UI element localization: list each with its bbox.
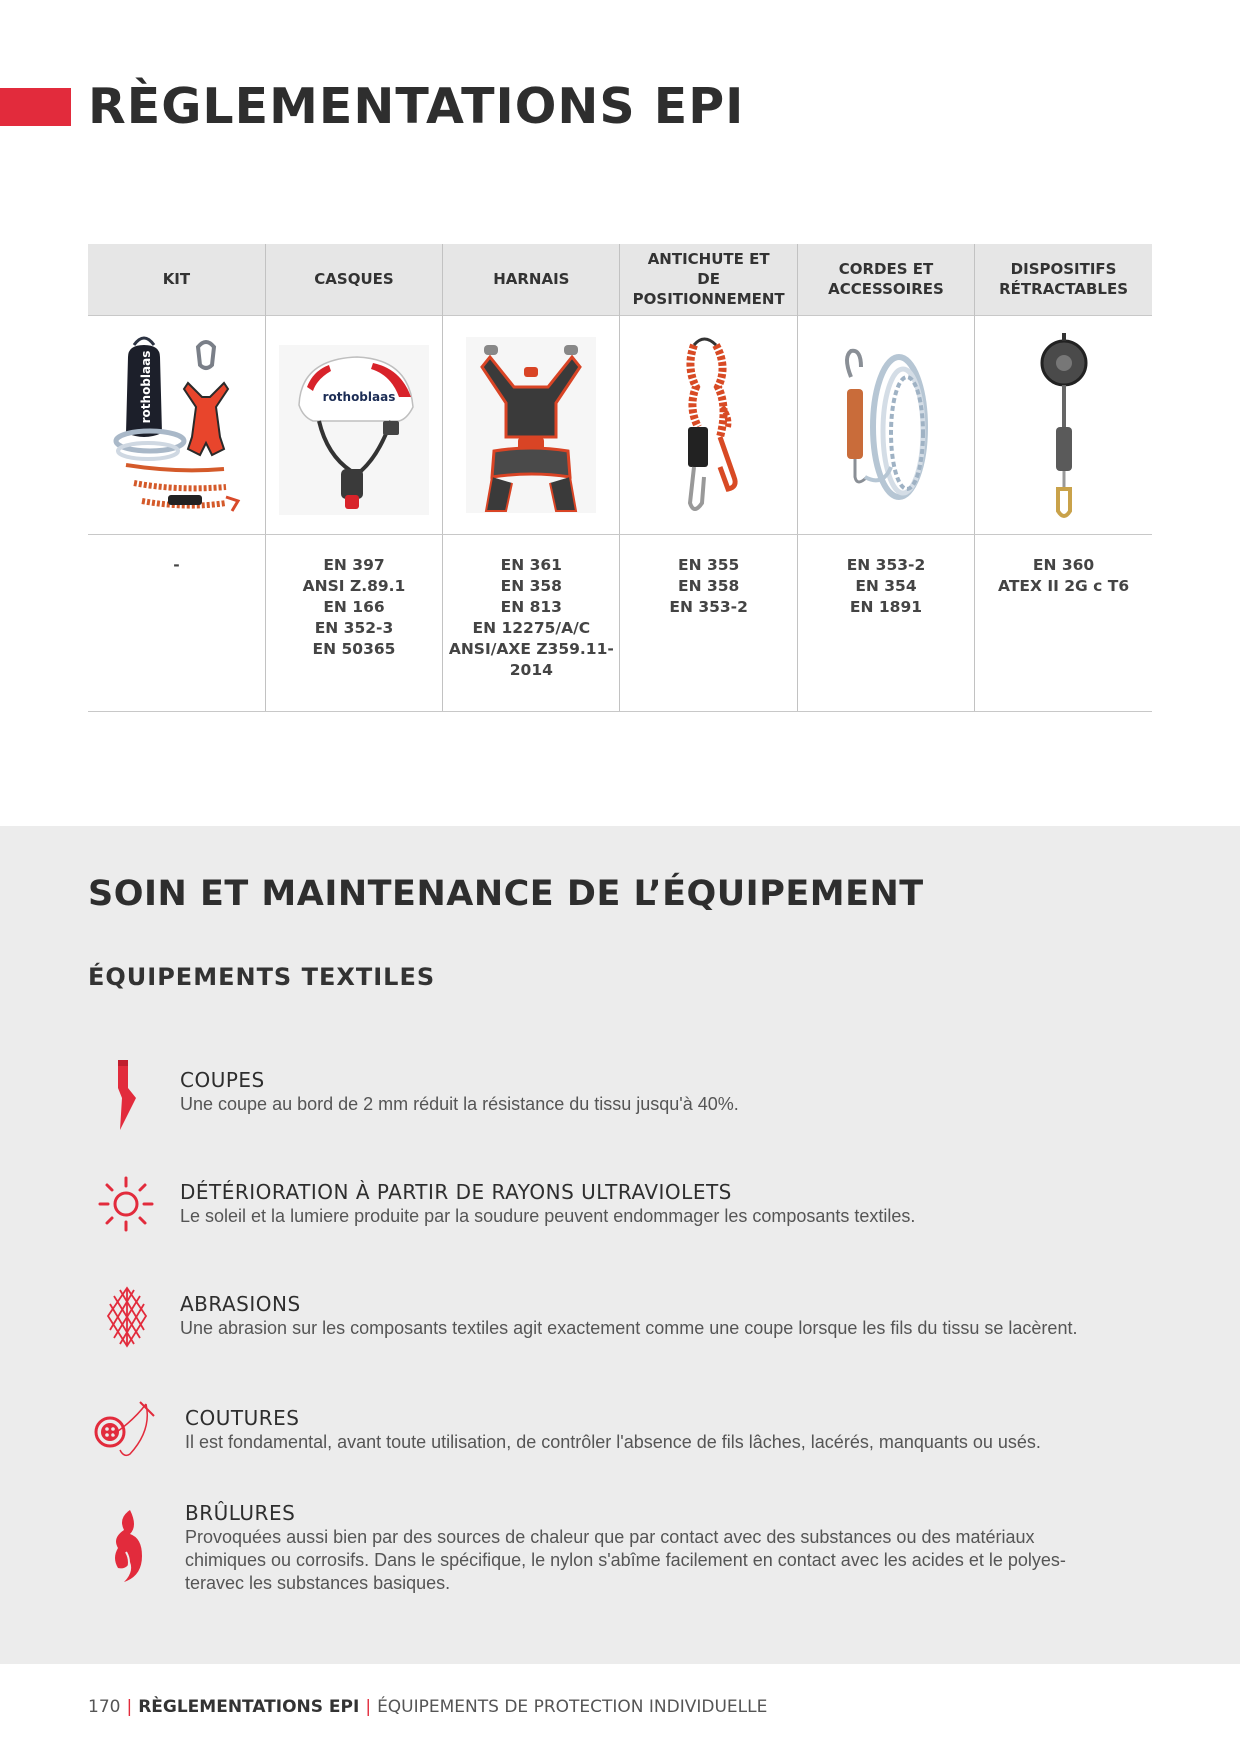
lanyard-product-image	[654, 327, 764, 523]
page-title: RÈGLEMENTATIONS EPI	[88, 78, 745, 135]
svg-text:rothoblaas: rothoblaas	[139, 350, 154, 423]
standards-table	[88, 244, 1152, 712]
flame-icon	[108, 1508, 148, 1584]
blade-icon	[112, 1058, 140, 1132]
retractable-device-product-image	[1024, 327, 1104, 523]
care-item-text: Provoquées aussi bien par des sources de chaleur que par contact avec des substances ou des matériaux chimiques ou corrosifs. Dans le spécifique, le nylon s'abîme facilement en contact avec les acides et le polyes- teravec les substances basiques.	[185, 1527, 1066, 1593]
harness-product-image	[466, 327, 596, 523]
care-maintenance-section	[0, 826, 1240, 1664]
column-header-cordes: CORDES ET ACCESSOIRES	[797, 244, 974, 315]
sun-icon	[98, 1176, 154, 1232]
kit-product-image	[106, 325, 246, 525]
standards-cell-cordes: EN 353-2 EN 354 EN 1891	[797, 534, 974, 711]
care-item-text: Le soleil et la lumiere produite par la soudure peuvent endommager les composants textiles.	[180, 1206, 916, 1226]
care-item-text: Une abrasion sur les composants textiles agit exactement comme une coupe lorsque les fils du tissu se lacèrent.	[180, 1318, 1078, 1338]
page-footer: 170 | RÈGLEMENTATIONS EPI | ÉQUIPEMENTS DE PROTECTION INDIVIDUELLE	[88, 1697, 768, 1717]
care-item-heading: DÉTÉRIORATION À PARTIR DE RAYONS ULTRAVIOLETS	[180, 1180, 732, 1204]
care-item-heading: BRÛLURES	[185, 1501, 296, 1525]
care-item-heading: COUPES	[180, 1068, 265, 1092]
footer-section: RÈGLEMENTATIONS EPI	[138, 1697, 360, 1717]
page-number: 170	[88, 1697, 121, 1717]
standards-cell-harnais: EN 361 EN 358 EN 813 EN 12275/A/C ANSI/AXE Z359.11- 2014	[443, 534, 620, 711]
care-item-heading: COUTURES	[185, 1406, 300, 1430]
helmet-product-image	[279, 335, 429, 515]
table-header-row	[88, 244, 1152, 315]
button-thread-icon	[94, 1400, 160, 1460]
column-header-antichute: ANTICHUTE ET DE POSITIONNEMENT	[620, 244, 797, 315]
abrasion-icon	[106, 1286, 148, 1348]
standards-cell-kit: -	[88, 534, 265, 711]
standards-cell-antichute: EN 355 EN 358 EN 353-2	[620, 534, 797, 711]
column-header-casques: CASQUES	[265, 244, 442, 315]
care-item-heading: ABRASIONS	[180, 1292, 301, 1316]
title-accent-bar	[0, 88, 71, 126]
footer-chapter: ÉQUIPEMENTS DE PROTECTION INDIVIDUELLE	[377, 1697, 768, 1717]
care-item-text: Il est fondamental, avant toute utilisation, de contrôler l'absence de fils lâches, lacérés, manquants ou usés.	[185, 1432, 1041, 1452]
column-header-dispositifs: DISPOSITIFS RÉTRACTABLES	[975, 244, 1152, 315]
column-header-harnais: HARNAIS	[443, 244, 620, 315]
care-item-text: Une coupe au bord de 2 mm réduit la résistance du tissu jusqu'à 40%.	[180, 1094, 739, 1114]
table-standards-row	[88, 534, 1152, 711]
standards-cell-casques: EN 397 ANSI Z.89.1 EN 166 EN 352-3 EN 50365	[265, 534, 442, 711]
care-title: SOIN ET MAINTENANCE DE L’ÉQUIPEMENT	[88, 874, 924, 914]
table-image-row	[88, 315, 1152, 534]
rope-product-image	[821, 327, 951, 523]
standards-cell-dispositifs: EN 360 ATEX II 2G c T6	[975, 534, 1152, 711]
svg-text:rothoblaas: rothoblaas	[322, 389, 396, 404]
care-subtitle: ÉQUIPEMENTS TEXTILES	[88, 963, 436, 991]
column-header-kit: KIT	[88, 244, 265, 315]
